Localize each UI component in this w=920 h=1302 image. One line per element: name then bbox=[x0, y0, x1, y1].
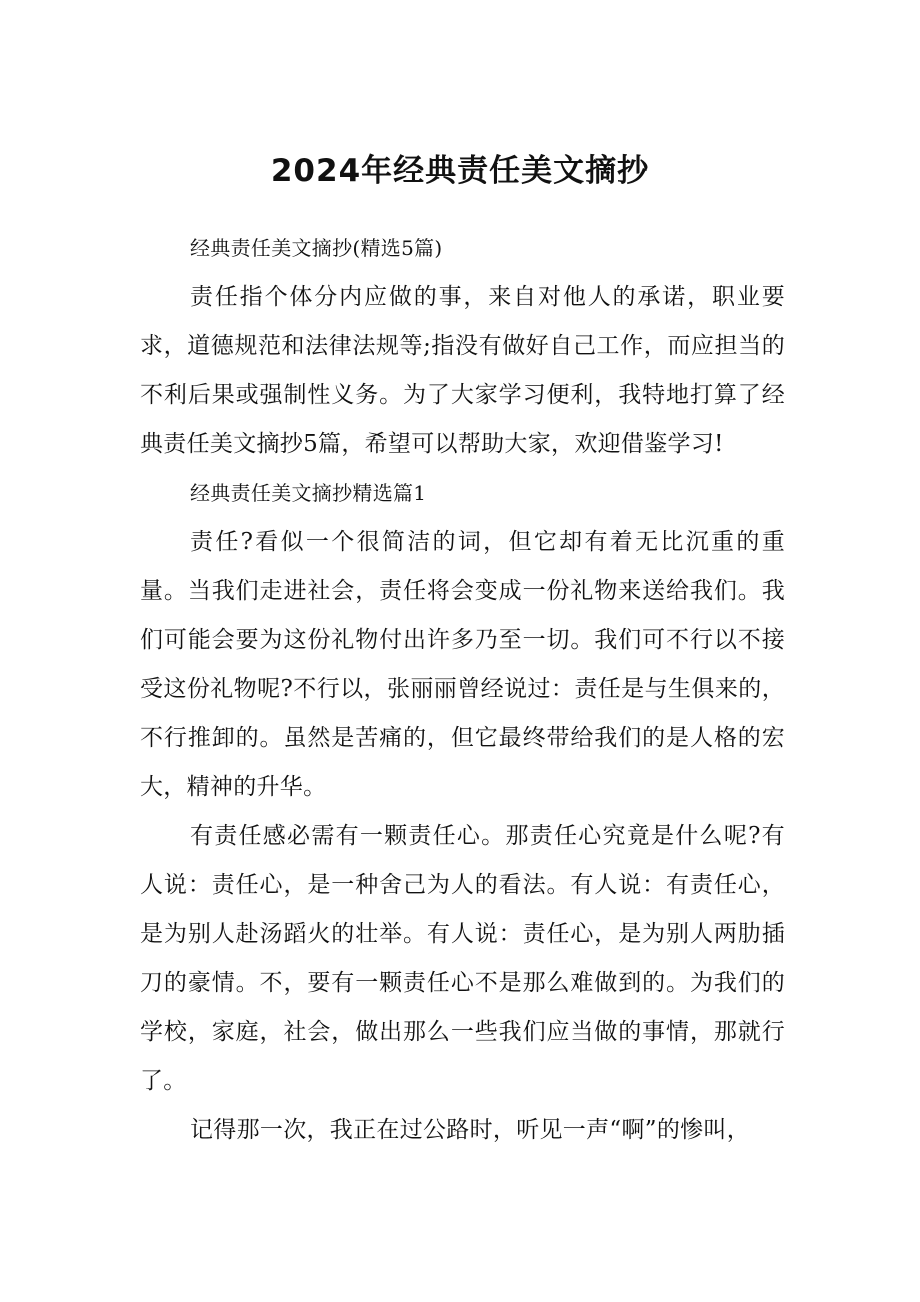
intro-paragraph: 责任指个体分内应做的事，来自对他人的承诺，职业要求，道德规范和法律法规等;指没有做好自己工作，而应担当的不利后果或强制性义务。为了大家学习便利，我特地打算了经典责任美文摘抄5篇，希望可以帮助大家，欢迎借鉴学习! bbox=[140, 284, 785, 457]
subtitle-paragraph: 经典责任美文摘抄(精选5篇) bbox=[190, 236, 443, 260]
body-paragraph: 责任?看似一个很简洁的词，但它却有着无比沉重的重量。当我们走进社会，责任将会变成一份礼物来送给我们。我们可能会要为这份礼物付出许多乃至一切。我们可不行以不接受这份礼物呢?不行以，张丽丽曾经说过：责任是与生俱来的，不行推卸的。虽然是苦痛的，但它最终带给我们的是人格的宏大，精神的升华。 bbox=[140, 529, 785, 800]
body-paragraph: 记得那一次，我正在过公路时，听见一声“啊”的惨叫， bbox=[190, 1117, 751, 1143]
section-heading: 经典责任美文摘抄精选篇1 bbox=[190, 481, 427, 505]
body-paragraph: 有责任感必需有一颗责任心。那责任心究竟是什么呢?有人说：责任心，是一种舍己为人的看法。有人说：有责任心，是为别人赴汤蹈火的壮举。有人说：责任心，是为别人两肋插刀的豪情。不，要有一颗责任心不是那么难做到的。为我们的学校，家庭，社会，做出那么一些我们应当做的事情，那就行了。 bbox=[140, 823, 785, 1094]
document-title: 2024年经典责任美文摘抄 bbox=[270, 153, 650, 189]
document-body bbox=[140, 224, 785, 1155]
